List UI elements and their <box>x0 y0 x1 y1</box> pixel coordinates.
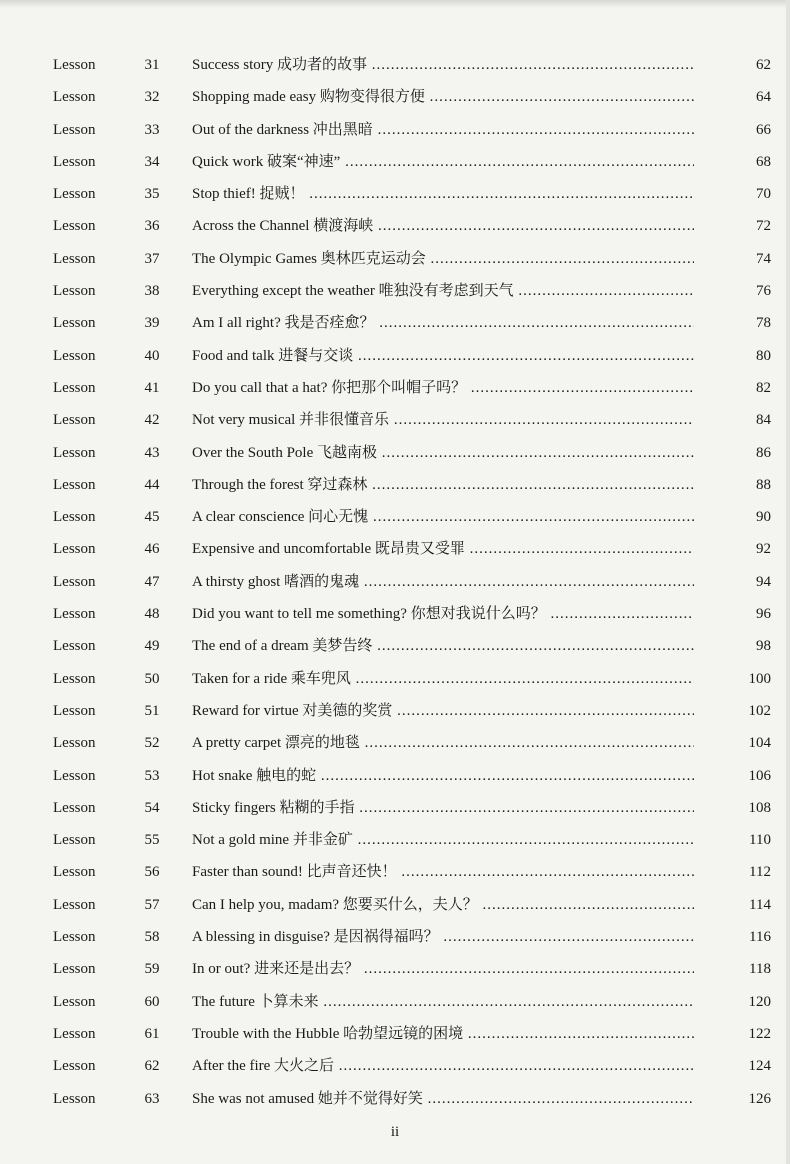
toc-row <box>0 792 790 824</box>
page-ref: 74 <box>701 243 771 275</box>
lesson-number: 60 <box>144 993 160 1010</box>
toc-row <box>0 372 790 404</box>
page-ref: 106 <box>701 760 771 792</box>
toc-row <box>0 598 790 630</box>
page-ref: 70 <box>701 178 771 210</box>
lesson-word: Lesson <box>53 57 96 73</box>
lesson-word: Lesson <box>53 315 96 332</box>
page-ref: 122 <box>701 1018 771 1050</box>
toc-row <box>0 889 790 921</box>
page-ref: 90 <box>701 501 771 533</box>
toc-row <box>0 1050 790 1082</box>
lesson-title: In or out? 进来还是出去？ ..... <box>192 953 694 985</box>
lesson-number: 57 <box>144 896 160 913</box>
lesson-word: Lesson <box>53 1090 96 1107</box>
toc-row <box>0 663 790 695</box>
lesson-number: 40 <box>144 347 160 364</box>
lesson-title: Trouble with the Hubble 哈勃望远镜的困境 ..... <box>192 1018 694 1050</box>
page-ref: 110 <box>701 824 771 856</box>
lesson-word: Lesson <box>53 670 96 687</box>
lesson-word: Lesson <box>53 573 96 590</box>
lesson-number: 52 <box>144 735 160 752</box>
lesson-title: Reward for virtue 对美德的奖赏 ..... <box>192 695 694 727</box>
lesson-word: Lesson <box>53 509 96 526</box>
toc-row <box>0 727 790 759</box>
page-ref: 78 <box>701 307 771 339</box>
lesson-number: 54 <box>144 799 160 816</box>
lesson-number: 41 <box>144 379 160 396</box>
lesson-word: Lesson <box>53 864 96 881</box>
lesson-word: Lesson <box>53 961 96 978</box>
lesson-word: Lesson <box>53 735 96 752</box>
lesson-number: 63 <box>144 1090 160 1107</box>
page-ref: 104 <box>701 727 771 759</box>
toc-row <box>0 986 790 1018</box>
page-ref: 62 <box>701 49 771 81</box>
toc-row <box>0 1018 790 1050</box>
lesson-number: 39 <box>144 315 160 332</box>
lesson-title: Hot snake 触电的蛇 ..... <box>192 760 694 792</box>
toc-row <box>0 275 790 307</box>
lesson-title: Taken for a ride 乘车兜风 ..... <box>192 663 694 695</box>
lesson-title: Expensive and uncomfortable 既昂贵又受罪 ..... <box>192 533 694 565</box>
page-ref: 120 <box>701 986 771 1018</box>
toc-row <box>0 1083 790 1115</box>
lesson-title: The end of a dream 美梦告终 ..... <box>192 630 694 662</box>
lesson-number: 48 <box>144 606 160 623</box>
lesson-title: Out of the darkness 冲出黑暗 ..... <box>192 114 694 146</box>
lesson-title: A blessing in disguise? 是因祸得福吗？ ..... <box>192 921 694 953</box>
lesson-number: 53 <box>144 767 160 784</box>
lesson-number: 33 <box>144 121 160 138</box>
lesson-word: Lesson <box>53 89 96 106</box>
toc-row <box>0 566 790 598</box>
lesson-word: Lesson <box>53 767 96 784</box>
toc-row <box>0 824 790 856</box>
lesson-word: Lesson <box>53 379 96 396</box>
lesson-word: Lesson <box>53 476 96 493</box>
lesson-word: Lesson <box>53 218 96 235</box>
lesson-word: Lesson <box>53 444 96 461</box>
lesson-number: 46 <box>144 541 160 558</box>
lesson-word: Lesson <box>53 993 96 1010</box>
page-ref: 72 <box>701 210 771 242</box>
page-edge <box>0 0 790 8</box>
lesson-title: Stop thief! 捉贼！ ..... <box>192 178 694 210</box>
toc-row <box>0 921 790 953</box>
lesson-word: Lesson <box>53 799 96 816</box>
toc-row <box>0 501 790 533</box>
lesson-number: 44 <box>144 476 160 493</box>
lesson-title: Can I help you, madam? 您要买什么，夫人？ ..... <box>192 889 694 921</box>
page-ref: 98 <box>701 630 771 662</box>
toc-row <box>0 760 790 792</box>
page-ref: 84 <box>701 404 771 436</box>
lesson-title: Everything except the weather 唯独没有考虑到天气 ..... <box>192 275 694 307</box>
page-ref: 94 <box>701 566 771 598</box>
lesson-title: Over the South Pole 飞越南极 ..... <box>192 437 694 469</box>
lesson-word: Lesson <box>53 1025 96 1042</box>
toc-row <box>0 243 790 275</box>
lesson-number: 58 <box>144 929 160 946</box>
lesson-word: Lesson <box>53 412 96 429</box>
toc-row <box>0 114 790 146</box>
page-ref: 100 <box>701 663 771 695</box>
lesson-word: Lesson <box>53 638 96 655</box>
lesson-number: 31 <box>144 57 160 73</box>
toc-row <box>0 630 790 662</box>
page-ref: 68 <box>701 146 771 178</box>
page-ref: 82 <box>701 372 771 404</box>
table-of-contents <box>0 49 790 1115</box>
lesson-title: Am I all right? 我是否痊愈？ ..... <box>192 307 694 339</box>
toc-row <box>0 307 790 339</box>
page-ref: 126 <box>701 1083 771 1115</box>
lesson-title: A clear conscience 问心无愧 ..... <box>192 501 694 533</box>
page-ref: 64 <box>701 81 771 113</box>
lesson-title: Faster than sound! 比声音还快！ ..... <box>192 856 694 888</box>
toc-row <box>0 81 790 113</box>
page-ref: 108 <box>701 792 771 824</box>
page-ref: 86 <box>701 437 771 469</box>
lesson-number: 47 <box>144 573 160 590</box>
lesson-title: The Olympic Games 奥林匹克运动会 ..... <box>192 243 694 275</box>
page-ref: 124 <box>701 1050 771 1082</box>
toc-row <box>0 340 790 372</box>
lesson-number: 50 <box>144 670 160 687</box>
lesson-word: Lesson <box>53 541 96 558</box>
lesson-title: Food and talk 进餐与交谈 ..... <box>192 340 694 372</box>
lesson-word: Lesson <box>53 347 96 364</box>
lesson-title: After the fire 大火之后 ..... <box>192 1050 694 1082</box>
lesson-number: 59 <box>144 961 160 978</box>
page-ref: 116 <box>701 921 771 953</box>
lesson-word: Lesson <box>53 896 96 913</box>
page-ref: 76 <box>701 275 771 307</box>
lesson-title: Success story 成功者的故事 ..... <box>192 49 694 81</box>
toc-row <box>0 178 790 210</box>
page-ref: 96 <box>701 598 771 630</box>
lesson-title: Not very musical 并非很懂音乐 ..... <box>192 404 694 436</box>
lesson-word: Lesson <box>53 832 96 849</box>
toc-row <box>0 533 790 565</box>
lesson-word: Lesson <box>53 153 96 170</box>
lesson-number: 34 <box>144 153 160 170</box>
page-ref: 80 <box>701 340 771 372</box>
lesson-number: 37 <box>144 250 160 267</box>
lesson-title: A pretty carpet 漂亮的地毯 ..... <box>192 727 694 759</box>
lesson-title: Across the Channel 横渡海峡 ..... <box>192 210 694 242</box>
lesson-title: Through the forest 穿过森林 ..... <box>192 469 694 501</box>
lesson-title: Sticky fingers 粘糊的手指 ..... <box>192 792 694 824</box>
lesson-number: 38 <box>144 283 160 300</box>
lesson-title: Do you call that a hat? 你把那个叫帽子吗？ ..... <box>192 372 694 404</box>
lesson-number: 42 <box>144 412 160 429</box>
lesson-number: 35 <box>144 186 160 203</box>
page-ref: 92 <box>701 533 771 565</box>
lesson-title: She was not amused 她并不觉得好笑 ..... <box>192 1083 694 1115</box>
page-ref: 118 <box>701 953 771 985</box>
lesson-number: 55 <box>144 832 160 849</box>
toc-row <box>0 404 790 436</box>
toc-row <box>0 469 790 501</box>
toc-row <box>0 210 790 242</box>
toc-row <box>0 146 790 178</box>
lesson-word: Lesson <box>53 121 96 138</box>
toc-row <box>0 437 790 469</box>
lesson-number: 61 <box>144 1025 160 1042</box>
lesson-number: 56 <box>144 864 160 881</box>
lesson-title: Quick work 破案“神速” ..... <box>192 146 694 178</box>
lesson-title: Not a gold mine 并非金矿 ..... <box>192 824 694 856</box>
lesson-number: 32 <box>144 89 160 106</box>
lesson-number: 49 <box>144 638 160 655</box>
page-number: ii <box>390 1124 400 1140</box>
page-ref: 66 <box>701 114 771 146</box>
lesson-number: 51 <box>144 702 160 719</box>
lesson-title: Shopping made easy 购物变得很方便 ..... <box>192 81 694 113</box>
lesson-title: Did you want to tell me something? 你想对我说什么吗？ ..... <box>192 598 694 630</box>
lesson-number: 43 <box>144 444 160 461</box>
lesson-title: A thirsty ghost 嗜酒的鬼魂 ..... <box>192 566 694 598</box>
lesson-word: Lesson <box>53 929 96 946</box>
lesson-number: 62 <box>144 1058 160 1075</box>
lesson-word: Lesson <box>53 250 96 267</box>
lesson-title: The future 卜算未来 ..... <box>192 986 694 1018</box>
page-ref: 112 <box>701 856 771 888</box>
lesson-word: Lesson <box>53 283 96 300</box>
page-ref: 102 <box>701 695 771 727</box>
toc-row <box>0 49 790 81</box>
lesson-number: 36 <box>144 218 160 235</box>
page-ref: 88 <box>701 469 771 501</box>
lesson-word: Lesson <box>53 1058 96 1075</box>
lesson-word: Lesson <box>53 606 96 623</box>
toc-row <box>0 695 790 727</box>
lesson-number: 45 <box>144 509 160 526</box>
toc-row <box>0 856 790 888</box>
page-ref: 114 <box>701 889 771 921</box>
lesson-word: Lesson <box>53 186 96 203</box>
toc-row <box>0 953 790 985</box>
lesson-word: Lesson <box>53 702 96 719</box>
